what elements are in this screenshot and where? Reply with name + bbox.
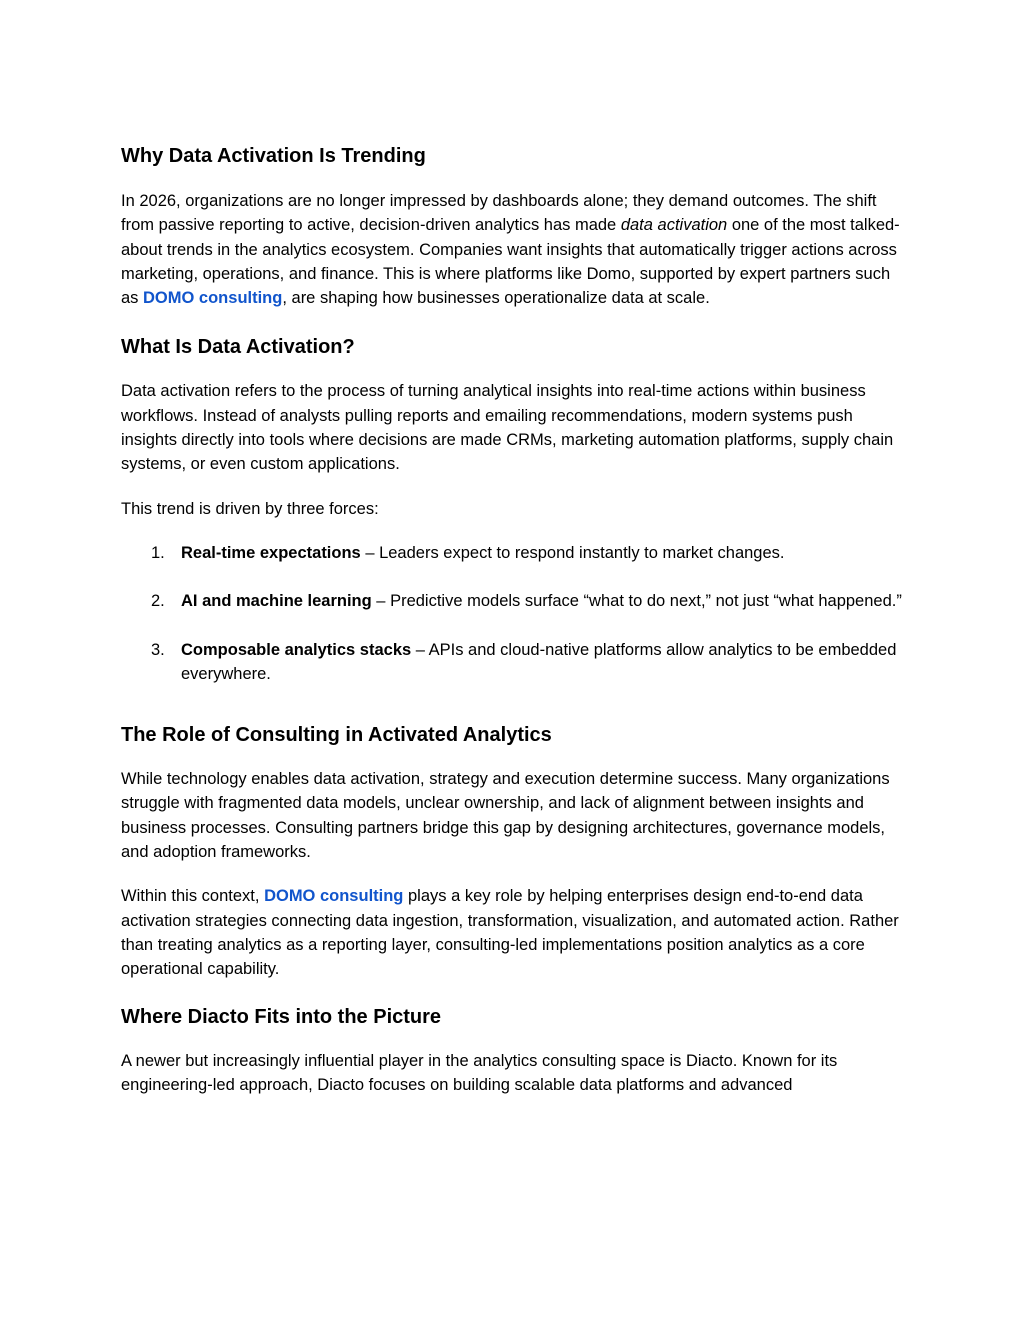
list-number: 1. [151,543,165,562]
paragraph-role-domo [121,884,911,981]
italic-data-activation: data activation [620,216,728,235]
domo-consulting-link[interactable]: DOMO consulting [264,887,404,906]
domo-consulting-link[interactable]: DOMO consulting [143,289,283,308]
heading-where-diacto-fits: Where Diacto Fits into the Picture [121,1005,442,1028]
list-item [121,638,911,687]
text-span: , are shaping how businesses operationalize data at scale. [282,289,710,308]
list-item [121,541,911,565]
paragraph-forces-intro: This trend is driven by three forces: [121,499,379,518]
list-item-title: Composable analytics stacks [181,640,412,659]
list-item-title: Real-time expectations [181,543,361,562]
text-span: In 2026, organizations are no longer impressed by dashboards alone; they demand outcomes. The shift from passive reporting to active, decision-driven analytics has made [121,192,877,235]
list-item-text: – Leaders expect to respond instantly to market changes. [360,543,785,562]
list-number: 3. [151,640,165,659]
text-span: one of the most talked-about trends in the analytics ecosystem. Companies want insights that automatically trigger actions across marketing, operations, and finance. This is where platforms like Domo, supported by expert partners such as [121,216,900,308]
text-span: Within this context, [121,887,265,906]
list-item-title: AI and machine learning [181,592,372,611]
paragraph-diacto-intro: A newer but increasingly influential player in the analytics consulting space is Diacto. Known for its engineering-led approach, Diacto focuses on building scalable data platforms and advanced [121,1051,838,1094]
heading-why-data-activation: Why Data Activation Is Trending [121,145,426,167]
paragraph-what-definition: Data activation refers to the process of turning analytical insights into real-time actions within business workflows. Instead of analysts pulling reports and emailing recommendations, modern systems push insights directly into tools where decisions are made CRMs, marketing automation platforms, supply chain systems, or even custom applications. [121,382,894,474]
list-item [121,589,911,613]
heading-role-of-consulting: The Role of Consulting in Activated Analytics [121,724,552,747]
heading-what-is-data-activation: What Is Data Activation? [121,336,355,359]
paragraph-role-technology: While technology enables data activation, strategy and execution determine success. Many organizations struggle with fragmented data models, unclear ownership, and lack of alignment between insights and business processes. Consulting partners bridge this gap by designing architectures, governance models, and adoption frameworks. [121,770,890,862]
text-span: plays a key role by helping enterprises design end-to-end data activation strategies connecting data ingestion, transformation, visualization, and automated action. Rather than treating analytics as a reporting layer, consulting-led implementations position analytics as a core operational capability. [121,887,899,979]
list-item-text: – Predictive models surface “what to do next,” not just “what happened.” [371,592,902,611]
list-number: 2. [151,592,165,611]
list-item-text: – APIs and cloud-native platforms allow analytics to be embedded everywhere. [181,640,897,683]
forces-list [121,541,911,686]
paragraph-why-intro [121,189,911,310]
document-page [121,141,911,1097]
